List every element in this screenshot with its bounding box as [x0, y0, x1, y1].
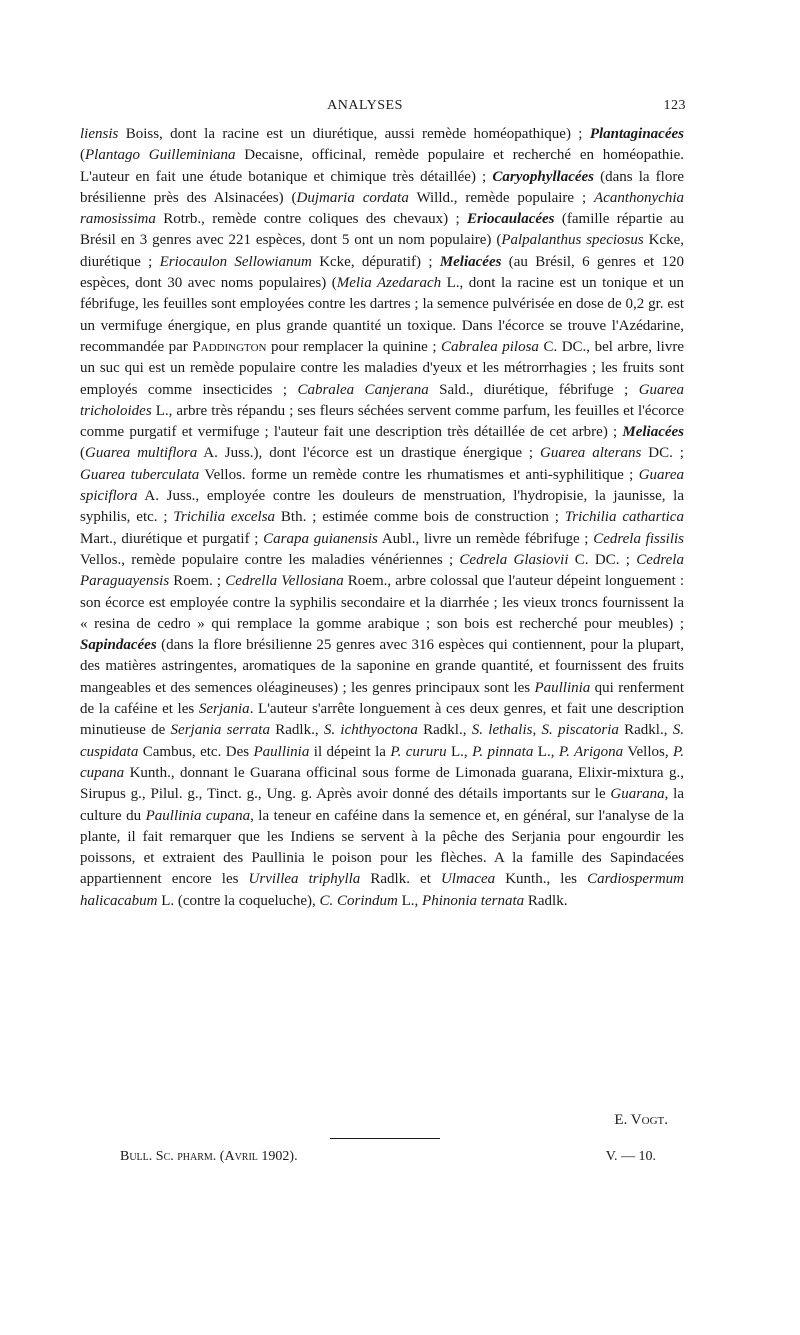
species-name: Trichilia excelsa [173, 509, 276, 526]
species-name: Guarea multiflora [85, 445, 198, 462]
species-name: Palpalanthus speciosus [501, 232, 644, 249]
text-run: ( [80, 147, 85, 164]
species-name: Guarana [610, 786, 665, 803]
species-name: Guarea tuberculata [80, 466, 200, 483]
text-run: Aubl., livre un remède fébrifuge ; [377, 530, 594, 547]
species-name: P. pinnata [472, 743, 534, 760]
author-signature [80, 1112, 668, 1129]
family-name: Caryophyllacées [492, 168, 595, 185]
species-name: Guarea spiciflora [80, 466, 684, 505]
text-run: Radkl., [618, 722, 673, 739]
species-name: P. cururu [390, 743, 447, 760]
text-run: DC. ; [641, 445, 684, 462]
species-name: liensis [80, 126, 119, 142]
text-run: (famille répartie au Brésil en 3 genres avec 221 espèces, dont 5 ont un nom populaire) ( [80, 211, 684, 249]
text-run: Cambus, etc. Des [138, 743, 254, 760]
species-name: C. Corindum [319, 892, 398, 909]
footer-rule [330, 1138, 440, 1139]
text-run: Decaisne, officinal, remède populaire et recherché en homéopathie. L'auteur en fait une étude botanique et chimique très détaillée) ; [80, 147, 684, 185]
body-text [80, 124, 684, 912]
text-run: Vellos., remède populaire contre les maladies vénériennes ; [80, 551, 460, 568]
text-run: qui renferment de la caféine et les [80, 679, 684, 718]
text-run: Roem. ; [169, 573, 226, 590]
signature-mark: V. — 10. [605, 1149, 656, 1164]
signature-text: E. Vogt. [614, 1112, 668, 1128]
journal-reference: Bull. Sc. pharm. (Avril 1902). [120, 1149, 298, 1164]
text-run: Vellos, [623, 743, 674, 760]
text-run: Bth. ; estimée comme bois de construction ; [275, 509, 565, 526]
page-number: 123 [663, 98, 686, 113]
species-name: Phinonia ternata [422, 892, 525, 909]
species-name: P. Arigona [558, 743, 624, 760]
species-name: Trichilia cathartica [564, 509, 684, 526]
text-run: Willd., remède populaire ; [408, 189, 595, 206]
family-name: Plantaginacées [589, 126, 684, 142]
species-name: Carapa guianensis [263, 530, 378, 547]
analysis-paragraph [80, 124, 684, 912]
family-name: Eriocaulacées [467, 211, 555, 228]
species-name: Guarea tricholoides [80, 381, 684, 419]
species-name: Ulmacea [440, 871, 496, 888]
species-name: S. ichthyoctona [323, 722, 418, 739]
text-run: L., [397, 892, 423, 909]
text-run: Radlk. [524, 892, 568, 909]
species-name: Cardiospermum halicacabum [80, 871, 685, 909]
text-run: L. (contre la coqueluche), [157, 892, 320, 909]
family-name: Meliacées [439, 253, 502, 270]
species-name: Cabralea Canjerana [297, 381, 429, 398]
running-head-title: ANALYSES [327, 98, 403, 113]
text-run: L., dont la racine est un tonique et un fébrifuge, les feuilles sont employées contre les dartres ; la semence pulvérisée en dose de 0,2 gr. est un vermifuge énergique, en plus grande quantité un toxique. Dans l'écorce se trouve l'Azédarine, recommandée par [80, 275, 684, 355]
species-name: Guarea alterans [540, 445, 642, 462]
text-run: Kcke, diurétique ; [80, 232, 685, 270]
species-name: Serjania serrata [170, 722, 270, 739]
text-run: Kcke, dépuratif) ; [311, 253, 440, 270]
text-run: Radlk. et [360, 871, 441, 888]
text-run: . L'auteur s'arrête longuement à ces deux genres, et fait une description minutieuse de [80, 701, 685, 739]
species-name: Cedrela Glasiovii [459, 551, 569, 568]
species-name: Cedrella Vellosiana [225, 573, 344, 590]
species-name: Cedrela fissilis [593, 530, 685, 547]
species-name: P. cupana [80, 743, 684, 781]
species-name: Paullinia [253, 743, 310, 760]
text-run: L., [533, 743, 559, 760]
species-name: Melia Azedarach [336, 275, 442, 292]
species-name: Paullinia cupana [145, 807, 251, 824]
text-run: (dans la flore brésilienne près des Alsinacées) ( [80, 168, 685, 206]
text-run: , la teneur en caféine dans la semence et, en général, sur l'analyse de la plante, il fait remarquer que les Indiens se servent à la pêche des Serjania pour engourdir les poissons, et extraient des Paullinia le poison pour les flèches. A la famille des Sapindacées appartiennent encore les [80, 807, 684, 888]
text-run: C. DC. ; [568, 551, 637, 568]
species-name: Urvillea triphylla [248, 871, 361, 888]
species-name: Plantago Guilleminiana [85, 147, 236, 164]
text-run: A. Juss., employée contre les douleurs de menstruation, l'hydropisie, la jaunisse, la syphilis, etc. ; [80, 488, 684, 526]
text-run: ( [80, 445, 85, 462]
family-name: Sapindacées [80, 637, 157, 654]
text-run: (dans la flore brésilienne 25 genres avec 316 espèces qui contiennent, pour la plupart, des matières astringentes, aromatiques de la saponine en grande quantité, et fournissent des fruits mangeables et des semences oléagineuses) ; les genres principaux sont les [80, 637, 684, 696]
species-name: S. piscatoria [541, 722, 619, 739]
text-run: (au Brésil, 6 genres et 120 espèces, dont 30 avec noms populaires) ( [80, 253, 684, 292]
text-run: Kunth., les [495, 871, 588, 888]
text-run: pour remplacer la quinine ; [266, 338, 442, 355]
species-name: S. lethalis [471, 722, 533, 739]
species-name: Acanthonychia ramosissima [80, 189, 684, 228]
species-name: Paullinia [534, 679, 591, 696]
text-run: Rotrb., remède contre coliques des chevaux) ; [155, 211, 468, 228]
text-run: L., [446, 743, 473, 760]
species-name: Serjania [198, 701, 250, 718]
text-run: C. DC., bel arbre, livre un suc qui est un remède populaire contre les maladies d'yeux et les métrorrhagies ; les fruits sont employés comme insecticides ; [80, 338, 684, 398]
text-run: Roem., arbre colossal que l'auteur dépeint longuement : son écorce est employée contre la syphilis secondaire et la diarrhée ; les vieux troncs fournissent la « resina de cedro » qui remplace la gomme arabique ; son bois est recherché pour meubles) ; [80, 573, 685, 632]
text-run: Sald., diurétique, fébrifuge ; [428, 381, 639, 398]
species-name: Cabralea pilosa [441, 338, 539, 355]
text-run: Mart., diurétique et purgatif ; [80, 530, 264, 547]
author-name: Paddington [192, 338, 267, 355]
text-run: Boiss, dont la racine est un diurétique, aussi remède homéopathique) ; [118, 126, 590, 142]
text-run: Kunth., donnant le Guarana officinal sous forme de Limonada guarana, Elixir-mixtura g., Sirupus g., Pilul. g., Tinct. g., Ung. g. Après avoir donné des détails importants sur le [80, 764, 684, 803]
species-name: Dujmaria cordata [296, 189, 409, 206]
species-name: Cedrela Paraguayensis [80, 551, 684, 590]
text-run: , [532, 722, 542, 739]
text-run: L., arbre très répandu ; ses fleurs séchées servent comme parfum, les feuilles et l'écorce comme purgatif et vermifuge ; l'auteur fait une description très détaillée de cet arbre) ; [80, 402, 684, 441]
text-run: Radlk., [269, 722, 324, 739]
text-run: , la culture du [80, 786, 684, 824]
text-run: il dépeint la [309, 743, 391, 760]
species-name: Eriocaulon Sellowianum [159, 253, 312, 270]
text-run: Radkl., [417, 722, 472, 739]
family-name: Meliacées [622, 424, 684, 441]
text-run: Vellos. forme un remède contre les rhumatismes et anti-syphilitique ; [199, 466, 639, 483]
text-run: A. Juss.), dont l'écorce est un drastique énergique ; [197, 445, 541, 462]
species-name: S. cuspidata [80, 722, 684, 760]
